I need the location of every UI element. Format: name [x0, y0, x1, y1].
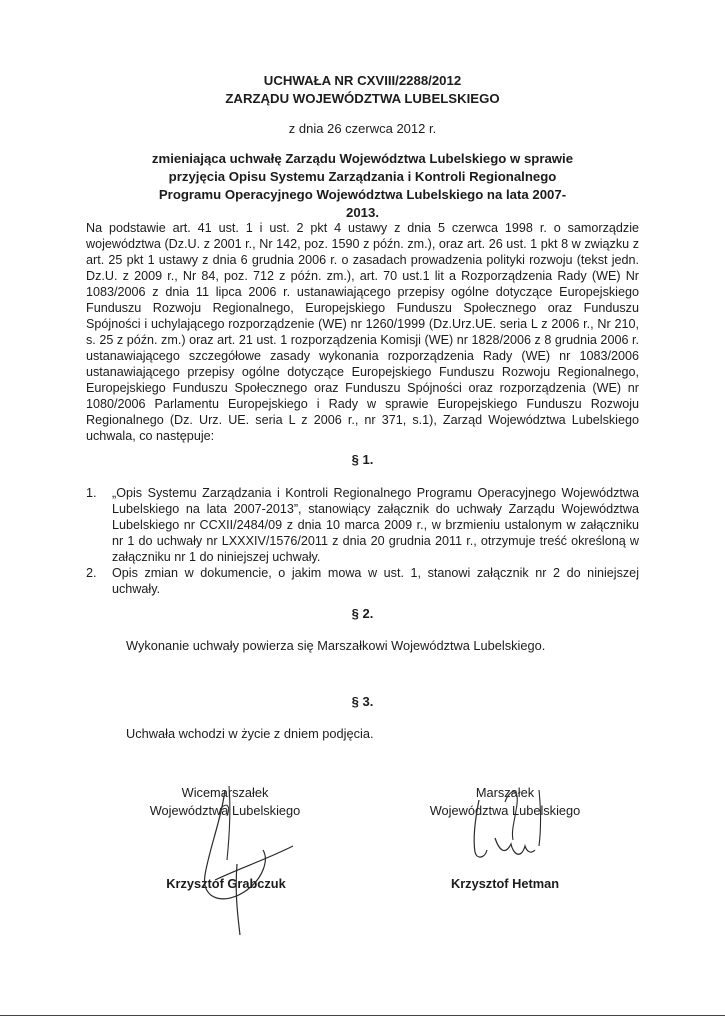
issuing-body: ZARZĄDU WOJEWÓDZTWA LUBELSKIEGO [225, 91, 500, 106]
list-item-number: 2. [86, 566, 97, 580]
right-handwritten-signature [455, 780, 565, 870]
left-signatory-name: Krzysztof Grabczuk [166, 876, 286, 891]
resolution-date: z dnia 26 czerwca 2012 r. [288, 121, 437, 136]
list-item-text: Opis zmian w dokumencie, o jakim mowa w ust. 1, stanowi załącznik nr 2 do niniejszej uchwały. [112, 566, 639, 596]
section-3-heading: § 3. [351, 694, 374, 709]
resolution-number: UCHWAŁA NR CXVIII/2288/2012 [263, 73, 462, 88]
resolution-subject: zmieniająca uchwałę Zarządu Województwa Lubelskiego w sprawie przyjęcia Opisu Systemu Zarządzania i Kontroli Regionalnego Programu Operacyjnego Województwa Lubelskiego na lata 2007-2013. [151, 151, 574, 220]
left-signatory-office: Województwa Lubelskiego [149, 803, 301, 818]
section-2-heading: § 2. [351, 606, 374, 621]
page-bottom-edge [0, 1015, 725, 1016]
list-item-text: „Opis Systemu Zarządzania i Kontroli Regionalnego Programu Operacyjnego Województwa Lubelskiego na lata 2007-2013”, stanowiący załącznik do uchwały Zarządu Województwa Lubelskiego nr CCXII/2484/09 z dnia 10 marca 2009 r., w brzmieniu ustalonym w załączniku nr 1 do uchwały nr LXXXIV/1576/2011 z dnia 20 grudnia 2011 r., otrzymuje treść określoną w załączniku nr 1 do niniejszej uchwały. [112, 486, 639, 564]
list-item [86, 565, 639, 597]
section-3-text: Uchwała wchodzi w życie z dniem podjęcia. [126, 726, 374, 741]
list-item-number: 1. [86, 486, 97, 500]
section-2-text: Wykonanie uchwały powierza się Marszałkowi Województwa Lubelskiego. [126, 638, 546, 653]
section-1-list [86, 485, 639, 597]
right-signatory-role: Marszałek [475, 785, 535, 800]
right-signatory-name: Krzysztof Hetman [450, 876, 560, 891]
left-handwritten-signature [185, 780, 305, 940]
section-1-heading: § 1. [351, 452, 374, 467]
list-item [86, 485, 639, 565]
legal-basis-paragraph: Na podstawie art. 41 ust. 1 i ust. 2 pkt 4 ustawy z dnia 5 czerwca 1998 r. o samorządzie województwa (Dz.U. z 2001 r., Nr 142, poz. 1590 z późn. zm.), oraz art. 26 ust. 1 pkt 8 w związku z art. 25 pkt 1 ustawy z dnia 6 grudnia 2006 r. o zasadach prowadzenia polityki rozwoju (tekst jedn. Dz.U. z 2009 r., Nr 84, poz. 712 z późn. zm.), art. 70 ust.1 lit a Rozporządzenia Rady (WE) Nr 1083/2006 z dnia 11 lipca 2006 r. ustanawiającego przepisy ogólne dotyczące Europejskiego Funduszu Rozwoju Regionalnego, Europejskiego Funduszu Społecznego oraz Funduszu Spójności i uchylającego rozporządzenie (WE) nr 1260/1999 (Dz.Urz.UE. seria L z 2006 r., Nr 210, s. 25 z późn. zm.) oraz art. 21 ust. 1 rozporządzenia Komisji (WE) nr 1828/2006 z 8 grudnia 2006 r. ustanawiającego szczegółowe zasady wykonania rozporządzenia Rady (WE) nr 1083/2006 ustanawiającego przepisy ogólne dotyczące Europejskiego Funduszu Rozwoju Regionalnego, Europejskiego Funduszu Społecznego oraz Funduszu Spójności oraz rozporządzenia (WE) nr 1080/2006 Parlamentu Europejskiego i Rady w sprawie Europejskiego Funduszu Rozwoju Regionalnego (Dz. Urz. UE. seria L z 2006 r., nr 371, s.1), Zarząd Województwa Lubelskiego uchwala, co następuje: [86, 221, 639, 443]
left-signatory-role: Wicemarszałek [181, 785, 269, 800]
right-signatory-office: Województwa Lubelskiego [429, 803, 581, 818]
